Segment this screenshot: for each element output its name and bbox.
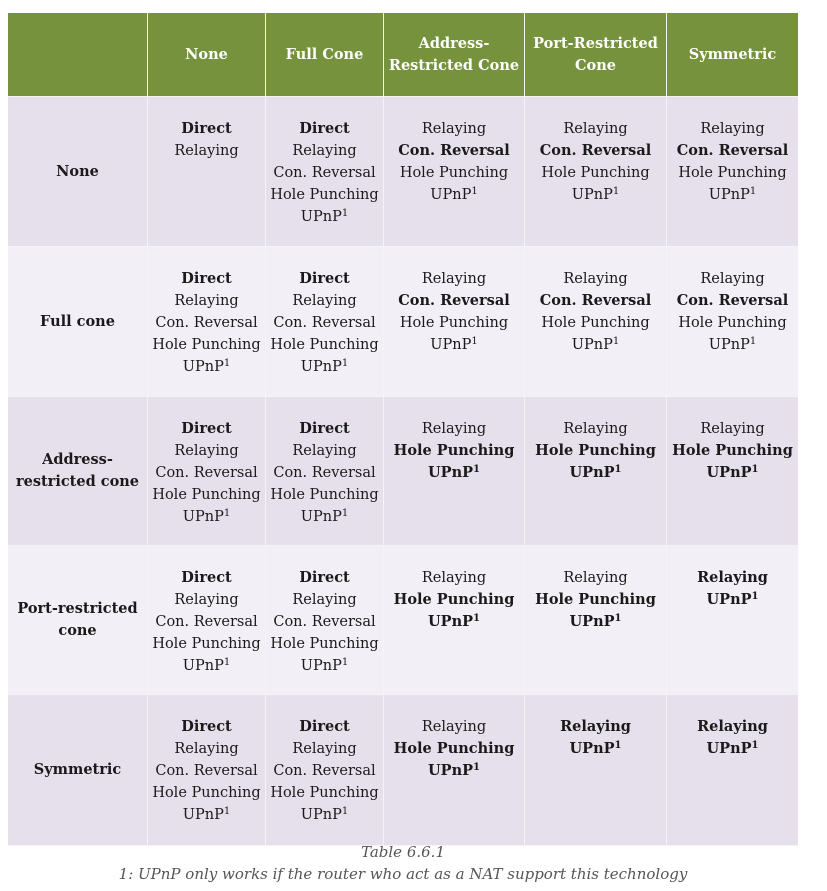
cell-text: Relaying: [421, 421, 487, 437]
cell-line: [678, 312, 786, 334]
cell-text: Con. Reversal: [676, 292, 789, 309]
cell-text: Relaying: [560, 718, 631, 735]
cell-line: [174, 738, 238, 760]
cell-text: Symmetric: [688, 45, 777, 63]
footnote-marker: 1: [341, 358, 349, 369]
cell-line: [398, 290, 509, 312]
cell-line: [273, 760, 375, 782]
table-cell: [148, 695, 266, 846]
cell-text: Relaying: [174, 443, 239, 459]
cell-text: UPnP: [430, 187, 472, 203]
table-cell: [148, 397, 266, 546]
cell-text: Direct: [299, 120, 350, 137]
cell-text: Relaying: [292, 293, 357, 309]
cell-text: Hole Punching: [678, 165, 787, 181]
cell-text: Relaying: [563, 421, 628, 437]
footnote-marker: 1: [223, 657, 231, 668]
cell-line: [400, 312, 508, 334]
cell-text: Relaying: [292, 143, 357, 159]
footnote-marker: 1: [612, 186, 620, 197]
cell-text: Hole Punching: [152, 487, 261, 503]
cell-text: Con. Reversal: [155, 763, 258, 779]
cell-line: [181, 118, 231, 140]
cell-line: [541, 312, 649, 334]
footnote-marker: 1: [751, 740, 759, 751]
cell-text: Hole Punching: [152, 785, 261, 801]
cell-line: [419, 33, 490, 55]
footnote-marker: 1: [614, 613, 622, 624]
table-cell: [384, 546, 525, 695]
cell-text: UPnP: [428, 762, 474, 779]
cell-text: Relaying: [292, 741, 357, 757]
table-cell: [384, 695, 525, 846]
cell-text: Hole Punching: [270, 785, 379, 801]
cell-text: Hole Punching: [535, 591, 656, 608]
cell-line: [563, 567, 627, 589]
cell-text: Relaying: [421, 570, 487, 586]
footnote-marker: 1: [341, 208, 349, 219]
cell-text: Address-: [42, 451, 113, 468]
cell-line: [707, 462, 759, 484]
cell-line: [152, 782, 260, 804]
cell-text: UPnP: [428, 464, 474, 481]
footnote-marker: 1: [223, 358, 231, 369]
cell-text: Relaying: [697, 569, 768, 586]
cell-line: [17, 598, 137, 620]
cell-line: [394, 440, 515, 462]
cell-text: UPnP: [428, 613, 474, 630]
cell-line: [570, 738, 622, 760]
cell-line: [700, 118, 764, 140]
cell-text: Relaying: [697, 718, 768, 735]
cell-line: [689, 44, 776, 66]
cell-line: [430, 334, 477, 356]
cell-text: UPnP: [571, 187, 613, 203]
cell-line: [181, 268, 231, 290]
table-cell: [667, 546, 798, 695]
cell-line: [299, 268, 349, 290]
cell-text: Direct: [299, 270, 350, 287]
row-header: [8, 546, 148, 695]
cell-line: [174, 589, 238, 611]
cell-line: [270, 782, 378, 804]
cell-text: Con. Reversal: [155, 315, 258, 331]
cell-line: [707, 738, 759, 760]
cell-line: [152, 484, 260, 506]
cell-text: Relaying: [421, 121, 487, 137]
cell-text: cone: [58, 622, 97, 639]
cell-line: [672, 440, 793, 462]
cell-text: Port-restricted: [17, 600, 138, 617]
cell-text: Hole Punching: [270, 487, 379, 503]
cell-line: [185, 44, 228, 66]
cell-line: [299, 118, 349, 140]
cell-line: [270, 334, 378, 356]
cell-line: [273, 162, 375, 184]
cell-text: Relaying: [563, 121, 628, 137]
table-cell: [525, 397, 667, 546]
table-cell: [148, 97, 266, 247]
cell-text: Con. Reversal: [155, 465, 258, 481]
footnote-marker: 1: [223, 508, 231, 519]
cell-line: [181, 418, 231, 440]
cell-text: Direct: [299, 569, 350, 586]
cell-line: [563, 418, 627, 440]
cell-line: [292, 440, 356, 462]
cell-line: [700, 418, 764, 440]
table-cell: [525, 247, 667, 397]
cell-text: UPnP: [182, 359, 224, 375]
cell-line: [174, 140, 238, 162]
row-header: [8, 695, 148, 846]
cell-text: UPnP: [300, 359, 342, 375]
footnote-marker: 1: [749, 186, 757, 197]
footnote-marker: 1: [341, 657, 349, 668]
nat-traversal-table: [8, 13, 798, 846]
cell-text: Hole Punching: [270, 636, 379, 652]
cell-text: Relaying: [174, 143, 239, 159]
footnote-marker: 1: [341, 508, 349, 519]
cell-text: UPnP: [571, 337, 613, 353]
row-header: [8, 247, 148, 397]
column-header: [525, 13, 667, 97]
cell-text: Con. Reversal: [273, 763, 376, 779]
cell-text: UPnP: [182, 807, 224, 823]
table-cell: [667, 695, 798, 846]
cell-text: Hole Punching: [535, 442, 656, 459]
cell-line: [299, 418, 349, 440]
cell-text: Con. Reversal: [273, 165, 376, 181]
cell-text: Hole Punching: [270, 187, 379, 203]
cell-line: [58, 620, 96, 642]
cell-text: UPnP: [706, 591, 752, 608]
cell-line: [183, 804, 230, 826]
cell-line: [570, 462, 622, 484]
cell-line: [270, 633, 378, 655]
cell-line: [398, 140, 509, 162]
cell-line: [394, 589, 515, 611]
cell-text: UPnP: [708, 337, 750, 353]
cell-line: [394, 738, 515, 760]
footnote-marker: 1: [612, 336, 620, 347]
cell-line: [273, 462, 375, 484]
table-cell: [384, 397, 525, 546]
cell-line: [56, 161, 99, 183]
cell-text: Con. Reversal: [273, 465, 376, 481]
cell-line: [535, 589, 656, 611]
cell-text: Relaying: [174, 592, 239, 608]
cell-line: [575, 55, 616, 77]
cell-line: [299, 716, 349, 738]
cell-text: Relaying: [700, 271, 765, 287]
cell-text: Hole Punching: [399, 165, 509, 181]
cell-line: [270, 484, 378, 506]
cell-text: UPnP: [300, 807, 342, 823]
footnote-marker: 1: [473, 613, 480, 624]
cell-line: [155, 312, 257, 334]
cell-line: [155, 760, 257, 782]
cell-line: [400, 162, 508, 184]
cell-text: UPnP: [300, 509, 342, 525]
table-cell: [667, 397, 798, 546]
cell-text: Hole Punching: [152, 636, 261, 652]
cell-text: Direct: [181, 120, 232, 137]
table-cell: [667, 247, 798, 397]
cell-line: [677, 290, 788, 312]
cell-line: [678, 162, 786, 184]
cell-text: Con. Reversal: [398, 292, 510, 309]
cell-line: [422, 268, 486, 290]
cell-text: Port-Restricted: [533, 34, 658, 52]
table-cell: [148, 546, 266, 695]
cell-line: [301, 206, 348, 228]
cell-text: Relaying: [563, 570, 628, 586]
footnote-marker: 1: [473, 464, 480, 475]
cell-line: [541, 162, 649, 184]
cell-text: Hole Punching: [393, 442, 515, 459]
cell-line: [572, 334, 619, 356]
cell-line: [301, 506, 348, 528]
cell-text: UPnP: [706, 740, 752, 757]
cell-text: Con. Reversal: [155, 614, 258, 630]
cell-text: restricted cone: [15, 473, 140, 490]
cell-line: [299, 567, 349, 589]
row-header: [8, 97, 148, 247]
cell-line: [183, 356, 230, 378]
cell-line: [183, 655, 230, 677]
table-cell: [525, 97, 667, 247]
cell-line: [389, 55, 519, 77]
cell-text: Relaying: [292, 592, 357, 608]
cell-text: None: [56, 162, 99, 180]
table-cell: [525, 546, 667, 695]
cell-line: [697, 716, 768, 738]
table-cell: [266, 695, 384, 846]
cell-text: Symmetric: [33, 761, 122, 778]
footnote-marker: 1: [471, 186, 478, 197]
cell-text: Direct: [299, 718, 350, 735]
cell-text: Con. Reversal: [676, 142, 789, 159]
column-header: [148, 13, 266, 97]
table-caption: Table 6.6.1: [361, 843, 445, 861]
cell-text: Relaying: [563, 271, 628, 287]
cell-line: [570, 611, 622, 633]
cell-line: [286, 44, 364, 66]
cell-text: Full cone: [40, 312, 115, 330]
cell-text: Direct: [181, 718, 232, 735]
cell-text: Relaying: [700, 121, 765, 137]
footnote-marker: 1: [341, 806, 349, 817]
cell-line: [34, 759, 121, 781]
table-cell: [525, 695, 667, 846]
cell-text: Cone: [575, 56, 616, 74]
cell-text: UPnP: [430, 337, 472, 353]
cell-text: Relaying: [421, 719, 487, 735]
cell-text: Relaying: [174, 293, 239, 309]
cell-text: Relaying: [700, 421, 765, 437]
footnote-marker: 1: [471, 336, 478, 347]
cell-line: [422, 418, 486, 440]
footnote-marker: 1: [223, 806, 231, 817]
cell-text: Direct: [181, 270, 232, 287]
footnote-marker: 1: [751, 464, 759, 475]
cell-text: Restricted Cone: [388, 56, 520, 74]
cell-text: Hole Punching: [672, 442, 793, 459]
cell-line: [174, 290, 238, 312]
cell-line: [181, 716, 231, 738]
cell-line: [152, 334, 260, 356]
header-corner: [8, 13, 148, 97]
cell-line: [697, 567, 768, 589]
table-cell: [384, 247, 525, 397]
cell-line: [42, 449, 113, 471]
table-cell: [266, 247, 384, 397]
table-cell: [266, 97, 384, 247]
footnote-marker: 1: [614, 740, 622, 751]
cell-line: [428, 462, 480, 484]
cell-line: [428, 760, 480, 782]
cell-text: Hole Punching: [393, 740, 515, 757]
column-header: [266, 13, 384, 97]
table-cell: [384, 97, 525, 247]
table-cell: [266, 397, 384, 546]
cell-line: [535, 440, 656, 462]
cell-line: [16, 471, 139, 493]
cell-text: UPnP: [182, 658, 224, 674]
cell-line: [563, 268, 627, 290]
cell-text: Con. Reversal: [398, 142, 510, 159]
footnote-marker: 1: [751, 591, 759, 602]
cell-line: [273, 312, 375, 334]
cell-line: [700, 268, 764, 290]
cell-line: [301, 804, 348, 826]
cell-line: [270, 184, 378, 206]
cell-line: [273, 611, 375, 633]
cell-text: Direct: [181, 420, 232, 437]
cell-text: UPnP: [300, 658, 342, 674]
cell-text: UPnP: [182, 509, 224, 525]
cell-line: [292, 589, 356, 611]
cell-text: UPnP: [569, 740, 615, 757]
cell-text: None: [185, 45, 228, 63]
cell-line: [707, 589, 759, 611]
cell-text: Con. Reversal: [539, 292, 652, 309]
cell-text: Hole Punching: [399, 315, 509, 331]
footnote-marker: 1: [614, 464, 622, 475]
cell-line: [533, 33, 658, 55]
cell-line: [301, 356, 348, 378]
cell-line: [155, 462, 257, 484]
cell-text: UPnP: [706, 464, 752, 481]
table-cell: [667, 97, 798, 247]
cell-text: Hole Punching: [541, 165, 650, 181]
cell-line: [292, 290, 356, 312]
cell-text: Address-: [418, 34, 490, 52]
cell-line: [709, 184, 756, 206]
cell-text: Direct: [181, 569, 232, 586]
column-header: [384, 13, 525, 97]
cell-text: Con. Reversal: [273, 315, 376, 331]
row-header: [8, 397, 148, 546]
cell-text: Hole Punching: [541, 315, 650, 331]
table-cell: [148, 247, 266, 397]
cell-line: [563, 118, 627, 140]
cell-line: [155, 611, 257, 633]
cell-line: [422, 716, 486, 738]
cell-text: Hole Punching: [270, 337, 379, 353]
column-header: [667, 13, 798, 97]
cell-text: Relaying: [421, 271, 487, 287]
cell-text: Relaying: [292, 443, 357, 459]
cell-line: [301, 655, 348, 677]
cell-text: Direct: [299, 420, 350, 437]
cell-line: [677, 140, 788, 162]
cell-line: [292, 140, 356, 162]
cell-line: [183, 506, 230, 528]
cell-line: [428, 611, 480, 633]
cell-line: [430, 184, 477, 206]
cell-line: [422, 567, 486, 589]
cell-text: Relaying: [174, 741, 239, 757]
cell-text: Hole Punching: [678, 315, 787, 331]
cell-line: [292, 738, 356, 760]
cell-line: [422, 118, 486, 140]
cell-text: UPnP: [708, 187, 750, 203]
cell-text: Con. Reversal: [273, 614, 376, 630]
cell-line: [572, 184, 619, 206]
cell-text: Con. Reversal: [539, 142, 652, 159]
cell-line: [709, 334, 756, 356]
cell-line: [540, 290, 651, 312]
cell-text: UPnP: [569, 613, 615, 630]
cell-text: Hole Punching: [152, 337, 261, 353]
footnote-marker: 1: [749, 336, 757, 347]
cell-text: Hole Punching: [393, 591, 515, 608]
cell-text: Full Cone: [285, 45, 364, 63]
table-footnote: 1: UPnP only works if the router who act as a NAT support this technology: [118, 865, 688, 883]
cell-line: [40, 311, 115, 333]
cell-text: UPnP: [569, 464, 615, 481]
cell-line: [540, 140, 651, 162]
cell-line: [560, 716, 631, 738]
cell-line: [181, 567, 231, 589]
footnote-marker: 1: [473, 762, 480, 773]
cell-text: UPnP: [300, 209, 342, 225]
cell-line: [174, 440, 238, 462]
table-cell: [266, 546, 384, 695]
cell-line: [152, 633, 260, 655]
